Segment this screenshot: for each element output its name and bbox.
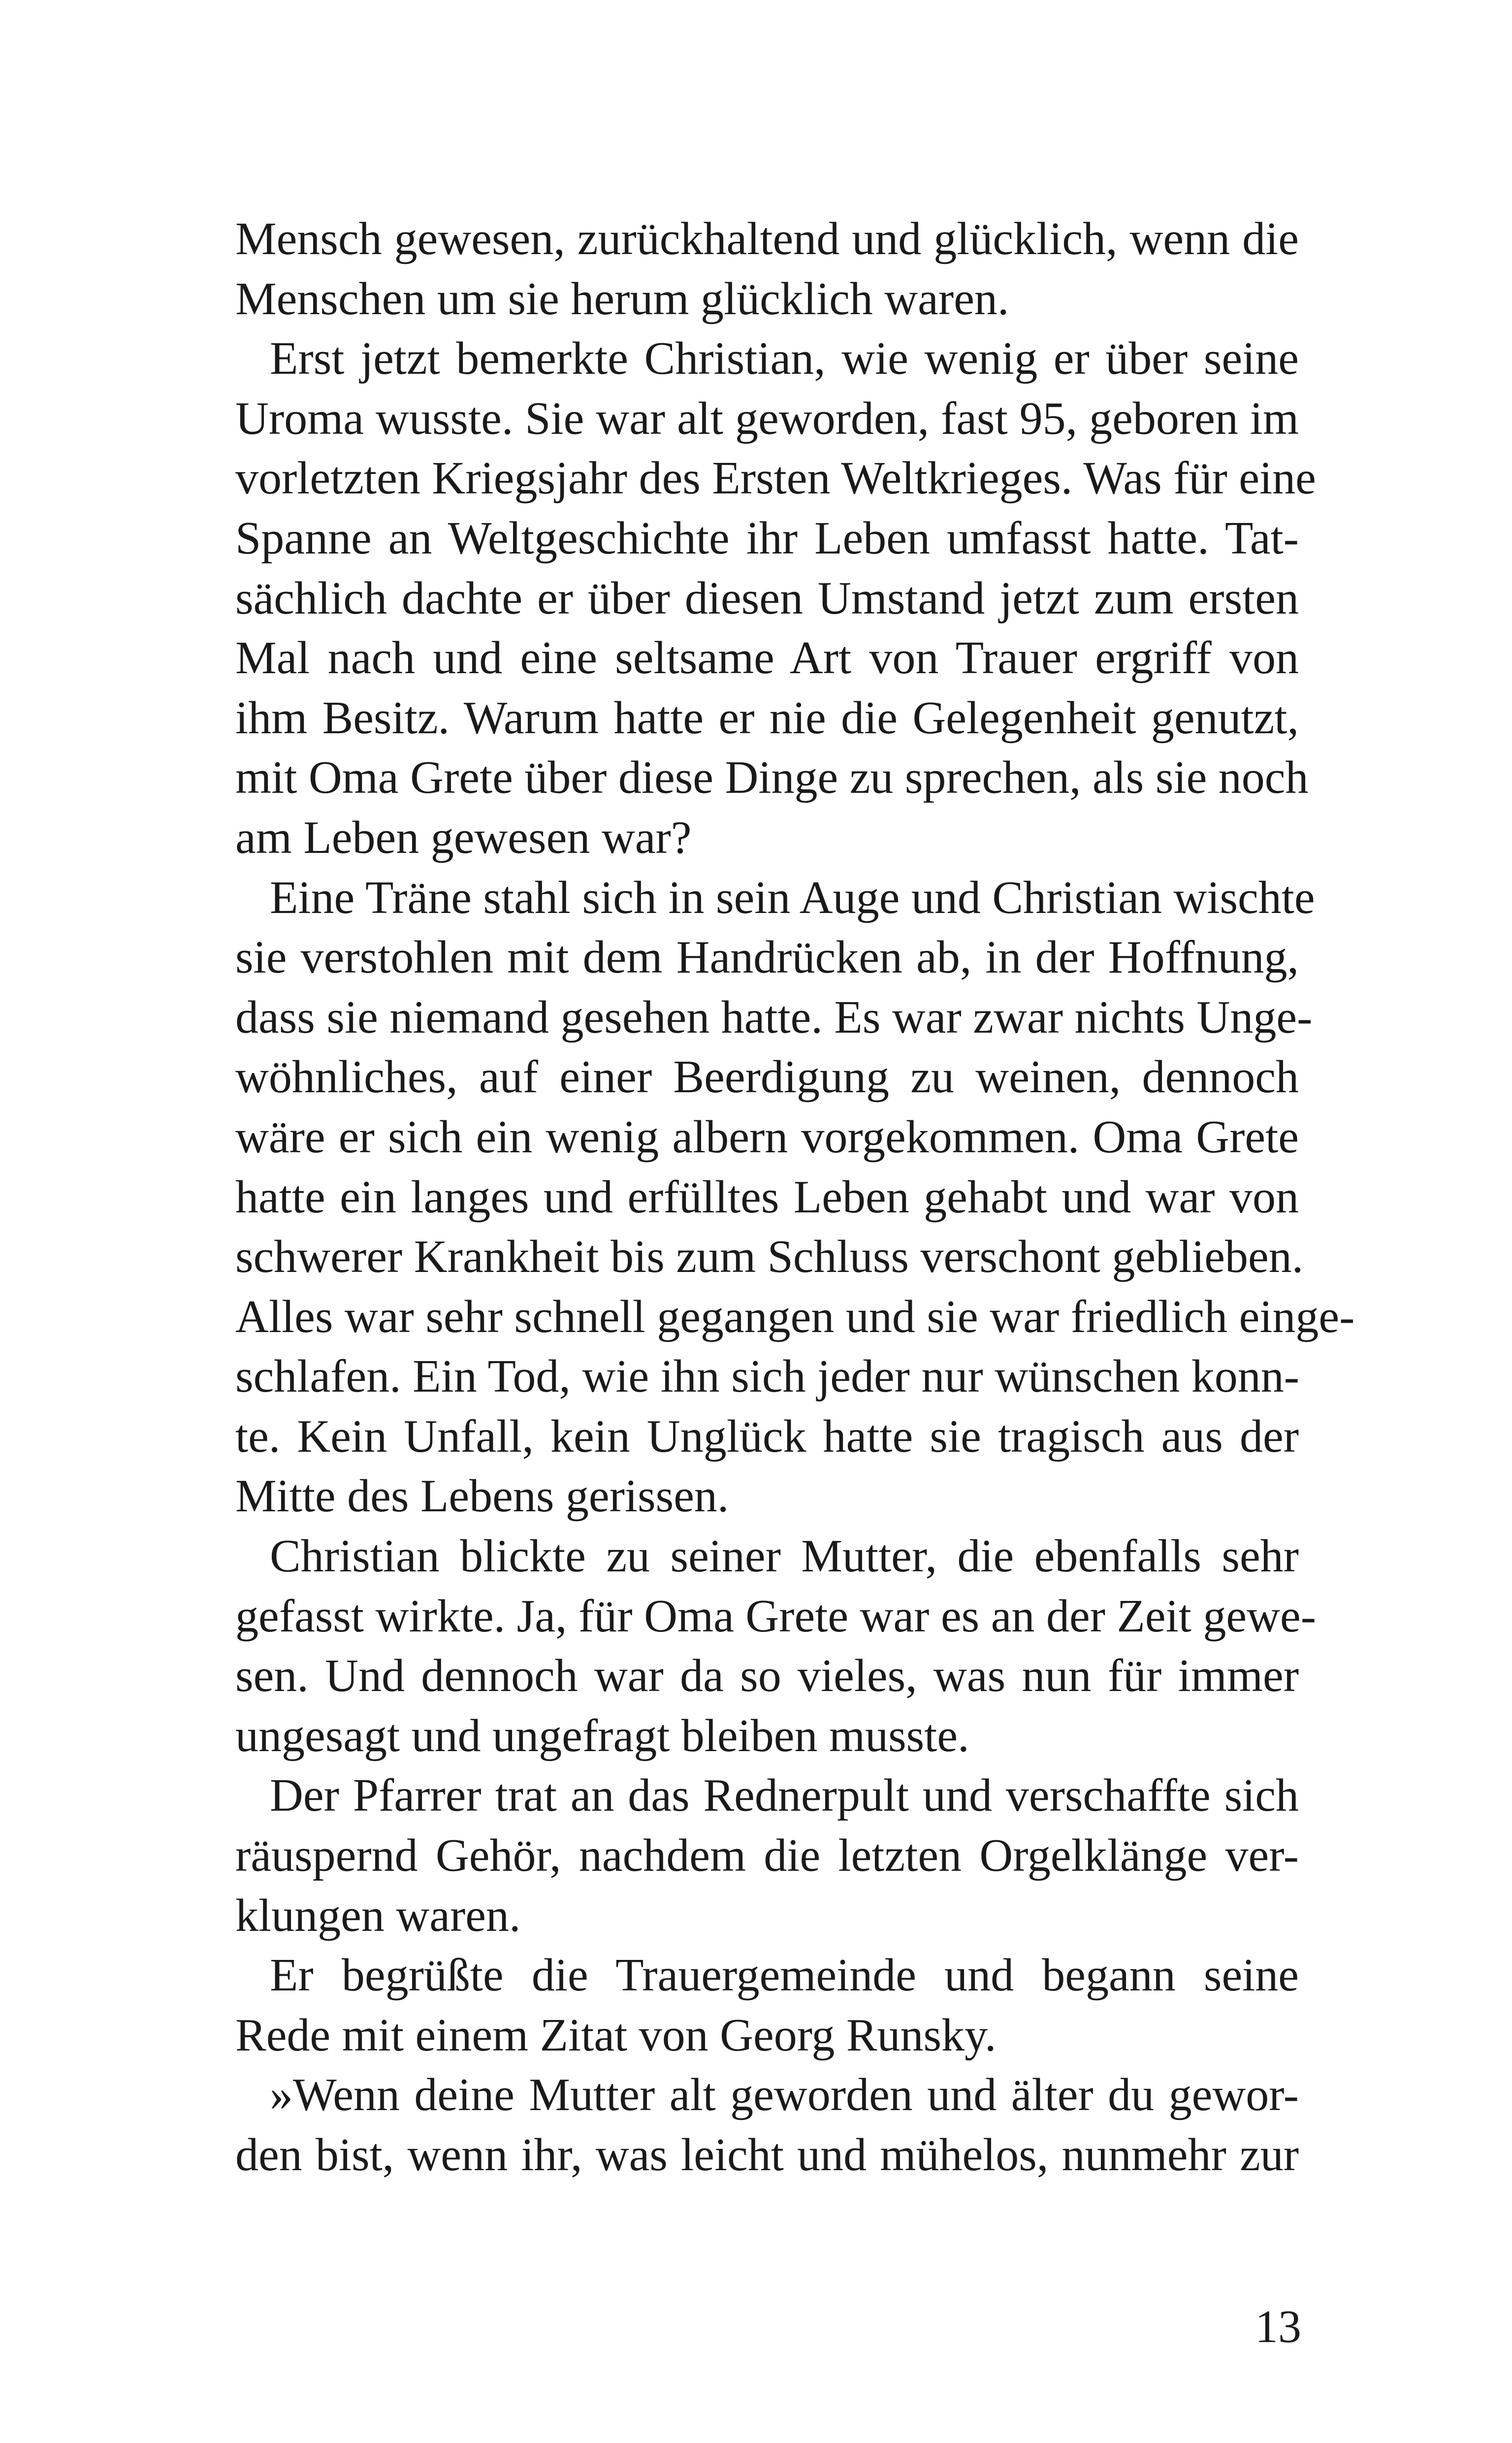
text-line: mit Oma Grete über diese Dinge zu sprechen, als sie noch [235, 752, 1309, 804]
paragraph [235, 868, 1355, 1527]
paragraph [235, 1527, 1317, 1766]
text-line: am Leben gewesen war? [235, 812, 692, 863]
text-line: Mensch gewesen, zurückhaltend und glücklich, wenn die [235, 213, 1299, 264]
text-line: sächlich dachte er über diesen Umstand jetzt zum ersten [235, 572, 1299, 624]
paragraph [235, 1946, 1299, 2065]
text-line: klungen waren. [235, 1889, 521, 1941]
paragraph [235, 2065, 1299, 2185]
text-line: sie verstohlen mit dem Handrücken ab, in der Hoffnung, [235, 932, 1299, 983]
paragraph [235, 1766, 1299, 1946]
text-line: dass sie niemand gesehen hatte. Es war zwar nichts Unge- [235, 991, 1313, 1043]
text-line: schwerer Krankheit bis zum Schluss verschont geblieben. [235, 1231, 1304, 1283]
text-line: Uroma wusste. Sie war alt geworden, fast 95, geboren im [235, 392, 1299, 444]
text-line: hatte ein langes und erfülltes Leben gehabt und war von [235, 1171, 1299, 1223]
page-number: 13 [1255, 2301, 1301, 2352]
text-line: ungesagt und ungefragt bleiben musste. [235, 1710, 969, 1761]
text-line: Erst jetzt bemerkte Christian, wie wenig er über seine [270, 333, 1299, 385]
text-line: schlafen. Ein Tod, wie ihn sich jeder nur wünschen konn- [235, 1351, 1299, 1402]
body-text [235, 209, 1355, 2185]
text-line: Mitte des Lebens gerissen. [235, 1470, 729, 1522]
text-line: Christian blickte zu seiner Mutter, die ebenfalls sehr [270, 1531, 1299, 1582]
text-line: Spanne an Weltgeschichte ihr Leben umfasst hatte. Tat- [235, 512, 1299, 564]
text-line: Der Pfarrer trat an das Rednerpult und verschaffte sich [270, 1770, 1299, 1822]
text-line: den bist, wenn ihr, was leicht und mühelos, nunmehr zur [235, 2129, 1299, 2181]
text-line: Er begrüßte die Trauergemeinde und begann seine [270, 1950, 1299, 2001]
text-line: gefasst wirkte. Ja, für Oma Grete war es an der Zeit gewe- [235, 1590, 1317, 1642]
text-line: Mal nach und eine seltsame Art von Trauer ergriff von [235, 632, 1299, 684]
text-line: Alles war sehr schnell gegangen und sie war friedlich einge- [235, 1291, 1355, 1342]
text-line: wöhnliches, auf einer Beerdigung zu weinen, dennoch [235, 1051, 1299, 1103]
paragraph [235, 209, 1299, 329]
text-line: Rede mit einem Zitat von Georg Runsky. [235, 2009, 997, 2061]
text-line: Eine Träne stahl sich in sein Auge und Christian wischte [270, 872, 1315, 923]
text-line: Menschen um sie herum glücklich waren. [235, 273, 1009, 325]
text-line: vorletzten Kriegsjahr des Ersten Weltkrieges. Was für eine [235, 453, 1316, 504]
text-line: räuspernd Gehör, nachdem die letzten Orgelklänge ver- [235, 1830, 1299, 1882]
text-line: sen. Und dennoch war da so vieles, was nun für immer [235, 1650, 1299, 1702]
paragraph [235, 329, 1316, 868]
text-line: wäre er sich ein wenig albern vorgekommen. Oma Grete [235, 1111, 1299, 1163]
text-line: ihm Besitz. Warum hatte er nie die Gelegenheit genutzt, [235, 692, 1299, 744]
text-line: »Wenn deine Mutter alt geworden und älter du gewor- [270, 2069, 1299, 2121]
text-line: te. Kein Unfall, kein Unglück hatte sie tragisch aus der [235, 1410, 1299, 1462]
